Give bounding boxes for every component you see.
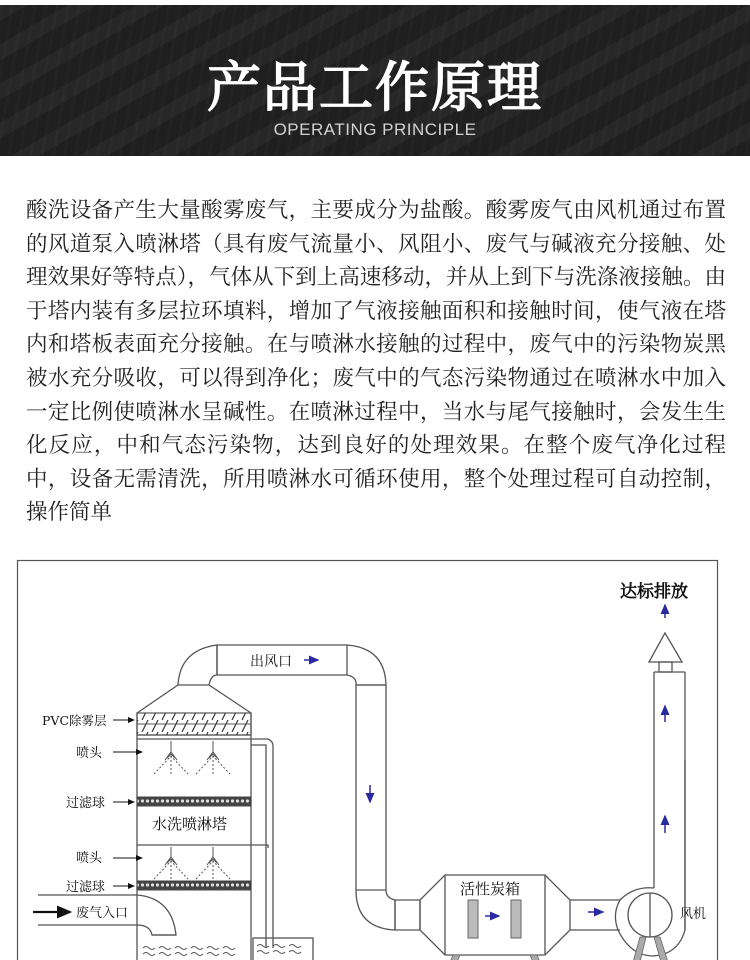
stack-neck bbox=[659, 662, 672, 672]
label-discharge: 达标排放 bbox=[620, 582, 688, 602]
downcomer-elbow bbox=[356, 890, 395, 930]
outlet-elbow-left bbox=[178, 645, 217, 685]
label-nozzle-lower: 喷头 bbox=[76, 851, 103, 866]
water-tank bbox=[253, 938, 313, 960]
recirculation-pipe bbox=[251, 739, 273, 948]
label-carbon-box: 活性炭箱 bbox=[460, 880, 521, 898]
label-pvc-layer: PVC除雾层 bbox=[42, 713, 107, 728]
tower-hood bbox=[137, 685, 251, 713]
label-filter-upper: 过滤球 bbox=[66, 796, 106, 811]
label-fan: 风机 bbox=[680, 907, 707, 922]
nozzles-lower bbox=[154, 847, 230, 880]
nozzles-upper bbox=[154, 741, 230, 776]
flow-arrows bbox=[304, 605, 665, 916]
process-diagram bbox=[0, 555, 750, 960]
label-filter-lower: 过滤球 bbox=[66, 880, 106, 895]
outlet-elbow-right bbox=[347, 645, 386, 685]
water-waves bbox=[143, 945, 301, 956]
carbon-filter-right bbox=[511, 900, 521, 938]
label-tower: 水洗喷淋塔 bbox=[152, 815, 228, 833]
label-nozzle-upper: 喷头 bbox=[76, 746, 103, 761]
label-outlet: 出风口 bbox=[250, 654, 292, 670]
stack-cap bbox=[649, 633, 682, 662]
description-text: 酸洗设备产生大量酸雾废气，主要成分为盐酸。酸雾废气由风机通过布置的风道泵入喷淋塔（具有废气流量小、风阻小、废气与碱液充分接触、处理效果好等特点），气体从下到上高速移动，并从上到下与洗涤液接触。由于塔内装有多层拉环填料，增加了气液接触面积和接触时间，使气液在塔内和塔板表面充分接触。在与喷淋水接触的过程中，废气中的污染物炭黑被水充分吸收，可以得到净化；废气中的气态污染物通过在喷淋水中加入一定比例使喷淋水呈碱性。在喷淋过程中，当水与尾气接触时，会发生生化反应，中和气态污染物，达到良好的处理效果。在整个废气净化过程中，设备无需清洗，所用喷淋水可循环使用，整个处理过程可自动控制，操作简单 bbox=[26, 198, 726, 526]
filter-media-upper bbox=[137, 797, 251, 806]
filter-media-lower bbox=[137, 881, 251, 890]
carbon-filter-left bbox=[468, 900, 478, 938]
page-title: 产品工作原理 bbox=[207, 56, 543, 119]
page-subtitle: OPERATING PRINCIPLE bbox=[273, 120, 477, 139]
header-banner bbox=[0, 5, 750, 156]
label-inlet: 废气入口 bbox=[76, 906, 129, 921]
